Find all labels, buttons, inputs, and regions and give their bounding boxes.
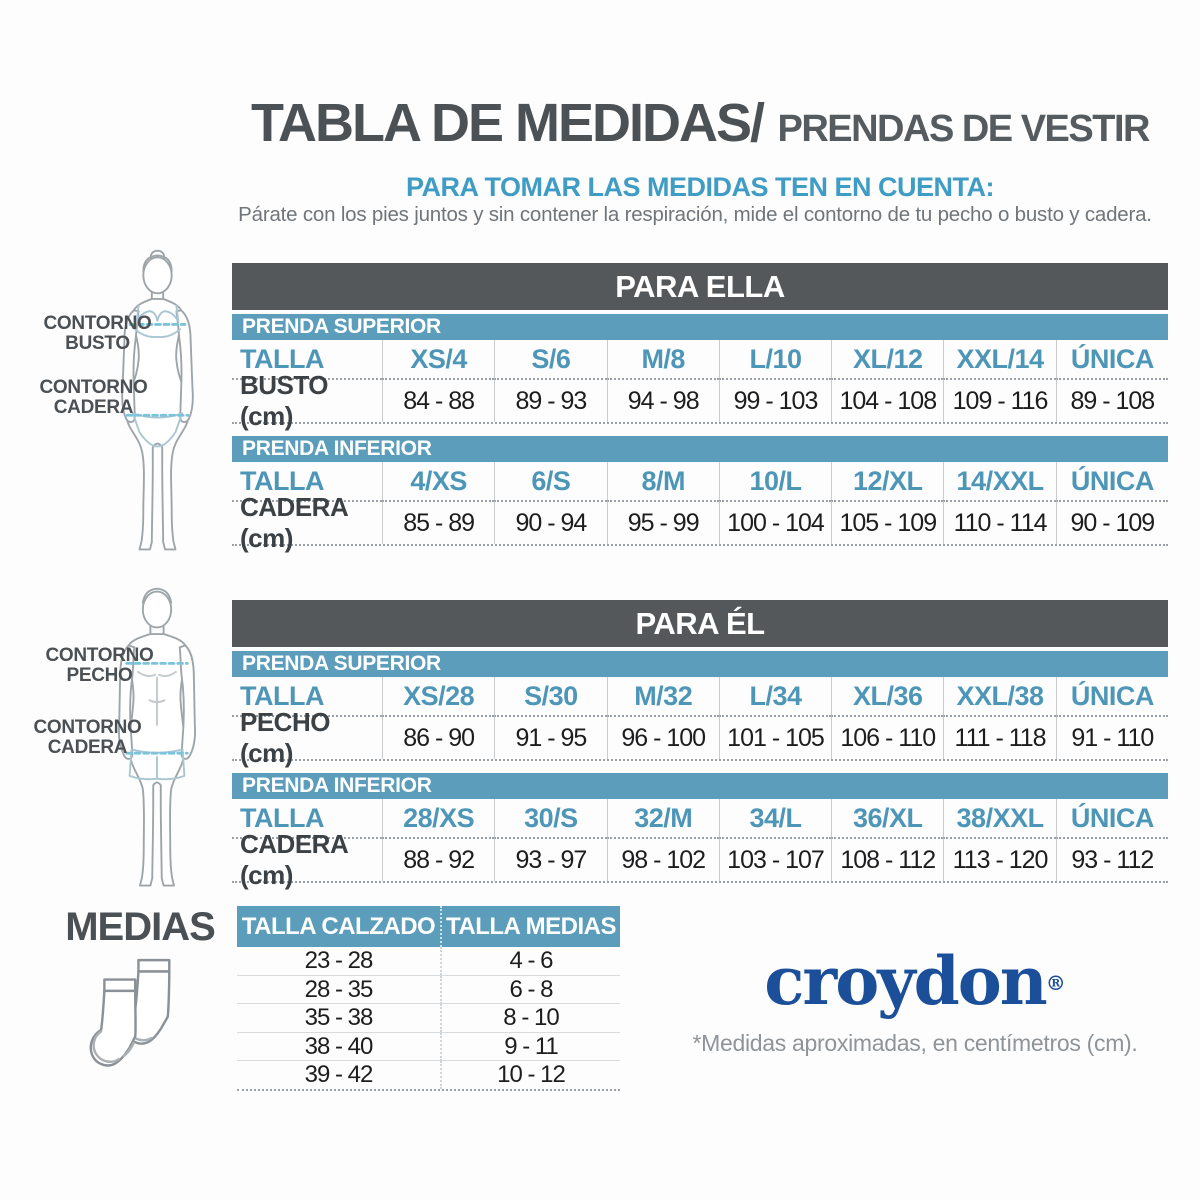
value-cell: 94 - 98 [607,378,719,422]
value-cell: 103 - 107 [719,837,831,881]
male-chest-label: CONTORNO PECHO [45,645,154,686]
size-row-label: TALLA [240,343,324,374]
value-cell: 89 - 93 [494,378,606,422]
table-title: PARA ÉL [232,600,1168,647]
value-cell: 105 - 109 [831,500,943,544]
registered-mark: ® [1045,971,1066,995]
calzado-cell: 39 - 42 [304,1061,373,1088]
header-talla-calzado: TALLA CALZADO [241,912,436,940]
size-cell: L/10 [719,340,831,378]
size-cell: ÚNICA [1056,677,1168,715]
size-cell: XS/4 [382,340,494,378]
calzado-cell: 35 - 38 [304,1004,373,1031]
size-cell: 28/XS [382,799,494,837]
calzado-cell: 28 - 35 [304,975,373,1003]
medias-cell: 10 - 12 [440,1061,620,1089]
title-sub: PRENDAS DE VESTIR [777,108,1149,150]
size-cell: XXL/14 [943,340,1055,378]
size-cell: M/32 [607,677,719,715]
size-cell: ÚNICA [1056,462,1168,500]
size-cell: ÚNICA [1056,799,1168,837]
value-cell: 113 - 120 [943,837,1055,881]
female-bust-label: CONTORNO BUSTO [43,313,152,354]
measure-row-label: CADERA (cm) [232,500,382,544]
value-cell: 99 - 103 [719,378,831,422]
size-cell: 32/M [607,799,719,837]
section-bar-prenda-inferior: PRENDA INFERIOR [232,436,1168,462]
table-row [237,1060,620,1089]
table-para-el [232,600,1168,890]
value-cell: 109 - 116 [943,378,1055,422]
table-section [232,340,1168,431]
page-title [230,92,1170,154]
calzado-cell: 23 - 28 [304,947,373,974]
size-cell: 10/L [719,462,831,500]
medias-table-header [237,906,620,947]
value-cell: 93 - 97 [494,837,606,881]
value-cell: 90 - 109 [1056,500,1168,544]
value-cell: 96 - 100 [607,715,719,759]
size-cell: 38/XXL [943,799,1055,837]
value-cell: 84 - 88 [382,378,494,422]
value-cell: 85 - 89 [382,500,494,544]
size-cell: 6/S [494,462,606,500]
medias-cell: 8 - 10 [440,1004,620,1032]
value-cell: 101 - 105 [719,715,831,759]
size-cell: XL/12 [831,340,943,378]
size-cell: S/6 [494,340,606,378]
size-cell: XXL/38 [943,677,1055,715]
header-talla-medias: TALLA MEDIAS [440,906,620,947]
medias-cell: 6 - 8 [440,976,620,1004]
value-cell: 93 - 112 [1056,837,1168,881]
table-row [237,1032,620,1061]
footnote: *Medidas aproximadas, en centímetros (cm). [692,1030,1138,1056]
brand-name: croydon [764,942,1046,1020]
value-cell: 91 - 95 [494,715,606,759]
size-cell: L/34 [719,677,831,715]
calzado-cell: 38 - 40 [304,1032,373,1060]
female-hip-label: CONTORNO CADERA [39,377,148,418]
table-row [237,947,620,975]
medias-table-body [237,947,620,1091]
measure-row-label: BUSTO (cm) [232,378,382,422]
value-cell: 88 - 92 [382,837,494,881]
section-bar-prenda-superior: PRENDA SUPERIOR [232,651,1168,677]
value-cell: 86 - 90 [382,715,494,759]
size-cell: S/30 [494,677,606,715]
medias-cell: 9 - 11 [440,1033,620,1061]
size-row-label: TALLA [240,802,324,833]
medias-table [237,906,620,1091]
measuring-instructions-heading: PARA TOMAR LAS MEDIDAS TEN EN CUENTA: [406,172,994,202]
value-cell: 89 - 108 [1056,378,1168,422]
value-cell: 104 - 108 [831,378,943,422]
table-section [232,799,1168,890]
size-cell: 30/S [494,799,606,837]
measure-row-label: CADERA (cm) [232,837,382,881]
measure-row-label: PECHO (cm) [232,715,382,759]
socks-icon [88,952,210,1099]
croydon-logo [660,942,1170,1020]
value-cell: 90 - 94 [494,500,606,544]
medias-cell: 4 - 6 [440,947,620,975]
size-cell: M/8 [607,340,719,378]
size-cell: 12/XL [831,462,943,500]
value-cell: 91 - 110 [1056,715,1168,759]
size-row-label: TALLA [240,680,324,711]
value-cell: 95 - 99 [607,500,719,544]
value-cell: 100 - 104 [719,500,831,544]
table-section [232,677,1168,768]
size-cell: XL/36 [831,677,943,715]
value-cell: 110 - 114 [943,500,1055,544]
table-section [232,462,1168,553]
table-row [237,1003,620,1032]
title-main: TABLA DE MEDIDAS/ [251,93,764,153]
medias-title: MEDIAS [65,905,215,949]
table-title: PARA ELLA [232,263,1168,310]
size-cell: 4/XS [382,462,494,500]
size-cell: 36/XL [831,799,943,837]
size-cell: 8/M [607,462,719,500]
section-bar-prenda-inferior: PRENDA INFERIOR [232,773,1168,799]
brand-block [660,942,1170,1057]
value-cell: 106 - 110 [831,715,943,759]
section-bar-prenda-superior: PRENDA SUPERIOR [232,314,1168,340]
value-cell: 108 - 112 [831,837,943,881]
value-cell: 98 - 102 [607,837,719,881]
table-para-ella [232,263,1168,553]
measuring-instructions-text: Párate con los pies juntos y sin contener la respiración, mide el contorno de tu pecho o busto y cadera. [238,203,1152,226]
table-row [237,975,620,1004]
value-cell: 111 - 118 [943,715,1055,759]
size-row-label: TALLA [240,465,324,496]
size-cell: 14/XXL [943,462,1055,500]
male-hip-label: CONTORNO CADERA [33,717,142,758]
size-cell: XS/28 [382,677,494,715]
size-cell: 34/L [719,799,831,837]
size-cell: ÚNICA [1056,340,1168,378]
